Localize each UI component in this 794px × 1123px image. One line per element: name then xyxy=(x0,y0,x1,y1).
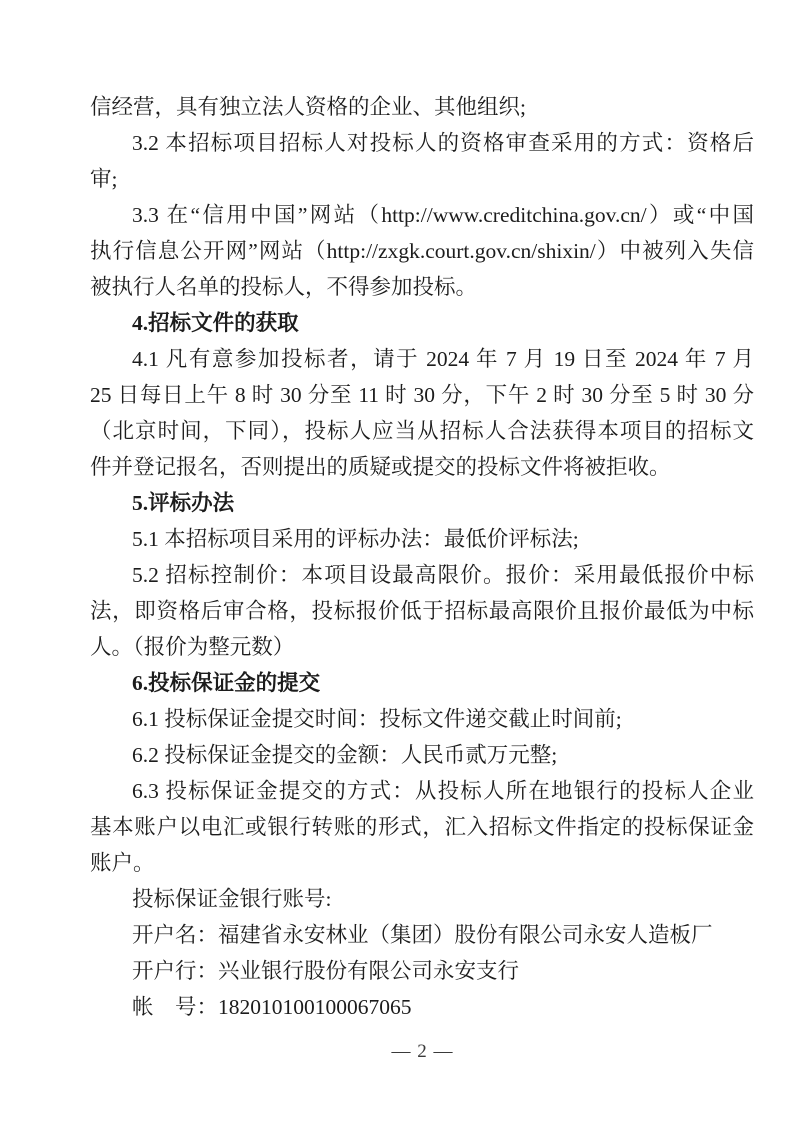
text-line: 件并登记报名，否则提出的质疑或提交的投标文件将被拒收。 xyxy=(90,455,671,479)
text-line: 6.3 投标保证金提交的方式：从投标人所在地银行的投标人企业 xyxy=(132,779,754,803)
text-line: 5.2 招标控制价：本项目设最高限价。报价：采用最低报价中标 xyxy=(132,563,754,587)
text-line: 被执行人名单的投标人，不得参加投标。 xyxy=(90,275,478,299)
text-line: 3.3 在“信用中国”网站（http://www.creditchina.gov.cn/）或“中国 xyxy=(132,203,754,227)
text-line: 基本账户以电汇或银行转账的形式，汇入招标文件指定的投标保证金 xyxy=(90,815,754,839)
bank-branch-line: 开户行：兴业银行股份有限公司永安支行 xyxy=(132,959,520,983)
text-line: 执行信息公开网”网站（http://zxgk.court.gov.cn/shixin/）中被列入失信 xyxy=(90,239,754,263)
text-line: 3.2 本招标项目招标人对投标人的资格审查采用的方式：资格后 xyxy=(132,131,754,155)
text-line: 审; xyxy=(90,167,118,191)
text-line: 人。（报价为整元数） xyxy=(90,635,295,659)
section-heading-4: 4.招标文件的获取 xyxy=(132,311,299,335)
text-line: 25 日每日上午 8 时 30 分至 11 时 30 分，下午 2 时 30 分至 5 时 30 分 xyxy=(90,383,754,407)
text-line: 4.1 凡有意参加投标者，请于 2024 年 7 月 19 日至 2024 年 7 月 xyxy=(132,347,754,371)
account-name-line: 开户名：福建省永安林业（集团）股份有限公司永安人造板厂 xyxy=(132,923,713,947)
text-line: 法，即资格后审合格，投标报价低于招标最高限价且报价最低为中标 xyxy=(90,599,754,623)
account-number-line: 帐 号：182010100100067065 xyxy=(132,995,412,1019)
document-page-body xyxy=(90,89,754,1025)
section-heading-5: 5.评标办法 xyxy=(132,491,235,515)
text-line: 投标保证金银行账号: xyxy=(132,887,332,911)
page-number: — 2 — xyxy=(391,1041,453,1062)
text-line: 5.1 本招标项目采用的评标办法：最低价评标法; xyxy=(132,527,579,551)
text-line: 6.1 投标保证金提交时间：投标文件递交截止时间前; xyxy=(132,707,622,731)
section-heading-6: 6.投标保证金的提交 xyxy=(132,671,321,695)
text-line: 信经营，具有独立法人资格的企业、其他组织; xyxy=(90,95,526,119)
text-line: （北京时间，下同），投标人应当从招标人合法获得本项目的招标文 xyxy=(90,419,754,443)
text-line: 6.2 投标保证金提交的金额：人民币贰万元整; xyxy=(132,743,558,767)
text-line: 账户。 xyxy=(90,851,155,875)
